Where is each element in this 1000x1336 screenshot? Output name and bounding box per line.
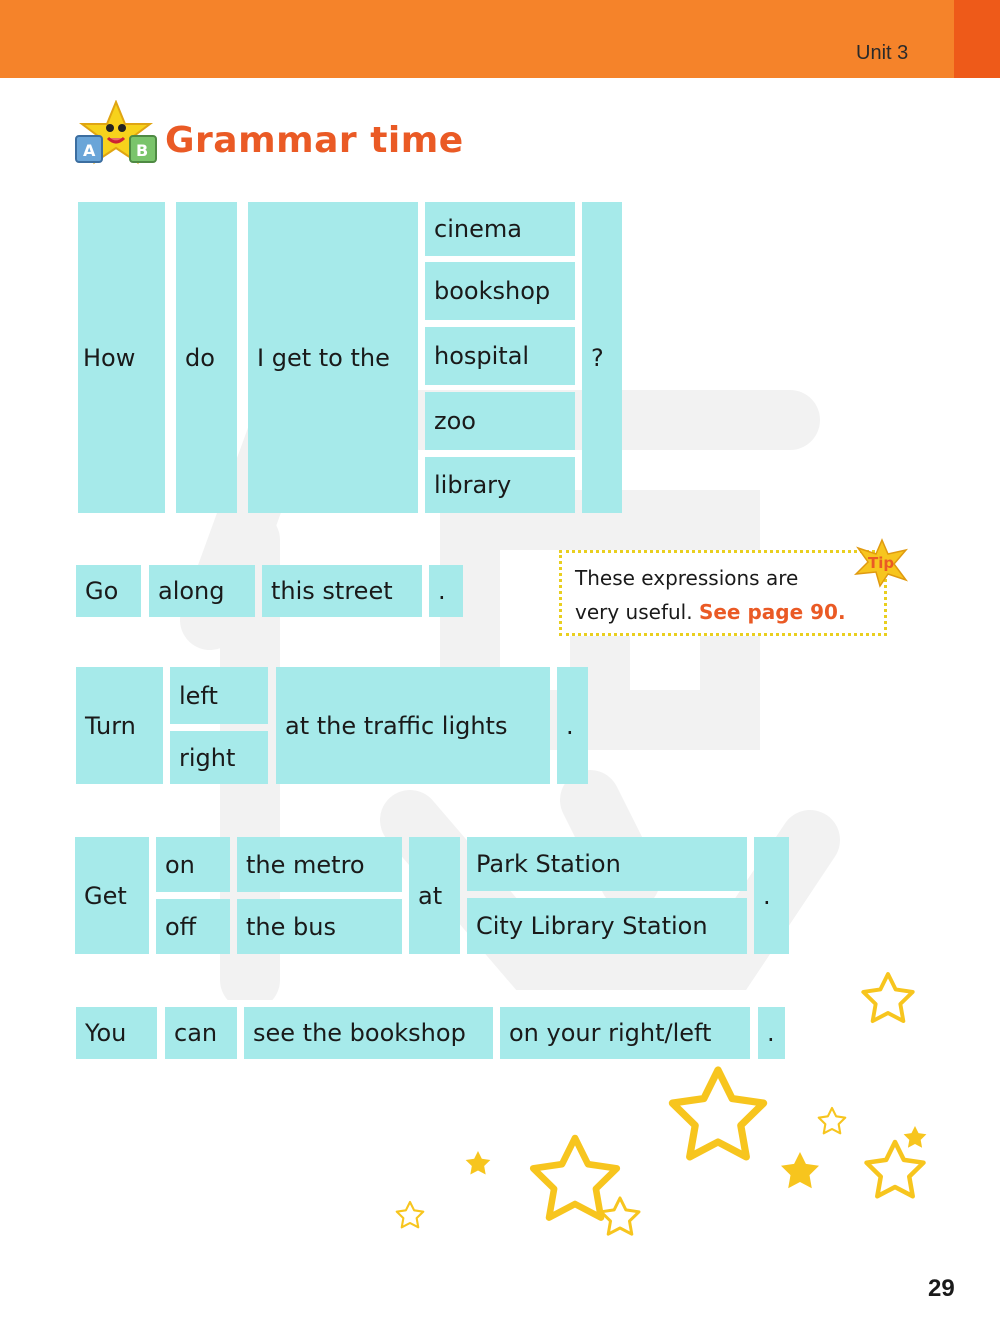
table1-do: do: [176, 202, 237, 513]
table5-see-the-bookshop: see the bookshop: [244, 1007, 493, 1059]
page-number: 29: [928, 1275, 955, 1302]
table2-period: .: [429, 565, 463, 617]
table5-can: can: [165, 1007, 237, 1059]
direction-right: right: [170, 731, 268, 784]
tip-star-icon: [850, 538, 910, 588]
table3-turn: Turn: [76, 667, 163, 784]
verb-on: on: [156, 837, 230, 892]
unit-label: Unit 3: [856, 42, 909, 64]
table1-i-get-to-the: I get to the: [248, 202, 418, 513]
place-zoo: zoo: [425, 392, 575, 450]
direction-left: left: [170, 667, 268, 724]
table4-at: at: [409, 837, 460, 954]
vehicle-bus: the bus: [237, 899, 402, 954]
header-tab: [954, 0, 1000, 78]
tip-line-2-text: very useful.: [575, 600, 693, 624]
table5-period: .: [758, 1007, 785, 1059]
see-page-link[interactable]: See page 90.: [698, 600, 846, 624]
tip-line-2: [575, 600, 846, 624]
header-bar: [0, 0, 1000, 78]
station-park: Park Station: [467, 837, 747, 891]
tip-badge-text: Tip: [868, 554, 895, 572]
table5-you: You: [76, 1007, 157, 1059]
table4-period: .: [754, 837, 789, 954]
tip-line-1: These expressions are: [575, 566, 799, 590]
table3-at-the-traffic-lights: at the traffic lights: [276, 667, 550, 784]
star-abc-blocks-icon: [72, 100, 160, 170]
table3-period: .: [557, 667, 588, 784]
place-hospital: hospital: [425, 327, 575, 385]
station-city-library: City Library Station: [467, 898, 747, 954]
place-cinema: cinema: [425, 202, 575, 256]
table5-on-your-right-left: on your right/left: [500, 1007, 750, 1059]
section-title: Grammar time: [165, 120, 464, 161]
svg-text:B: B: [136, 141, 149, 160]
stars-icon: [380, 960, 940, 1240]
table2-go: Go: [76, 565, 141, 617]
vehicle-metro: the metro: [237, 837, 402, 892]
verb-off: off: [156, 899, 230, 954]
table2-along: along: [149, 565, 255, 617]
place-bookshop: bookshop: [425, 262, 575, 320]
table4-get: Get: [75, 837, 149, 954]
svg-text:A: A: [83, 141, 96, 160]
table2-this-street: this street: [262, 565, 422, 617]
table1-how: How: [78, 202, 165, 513]
table1-question-mark: ?: [582, 202, 622, 513]
place-library: library: [425, 457, 575, 513]
